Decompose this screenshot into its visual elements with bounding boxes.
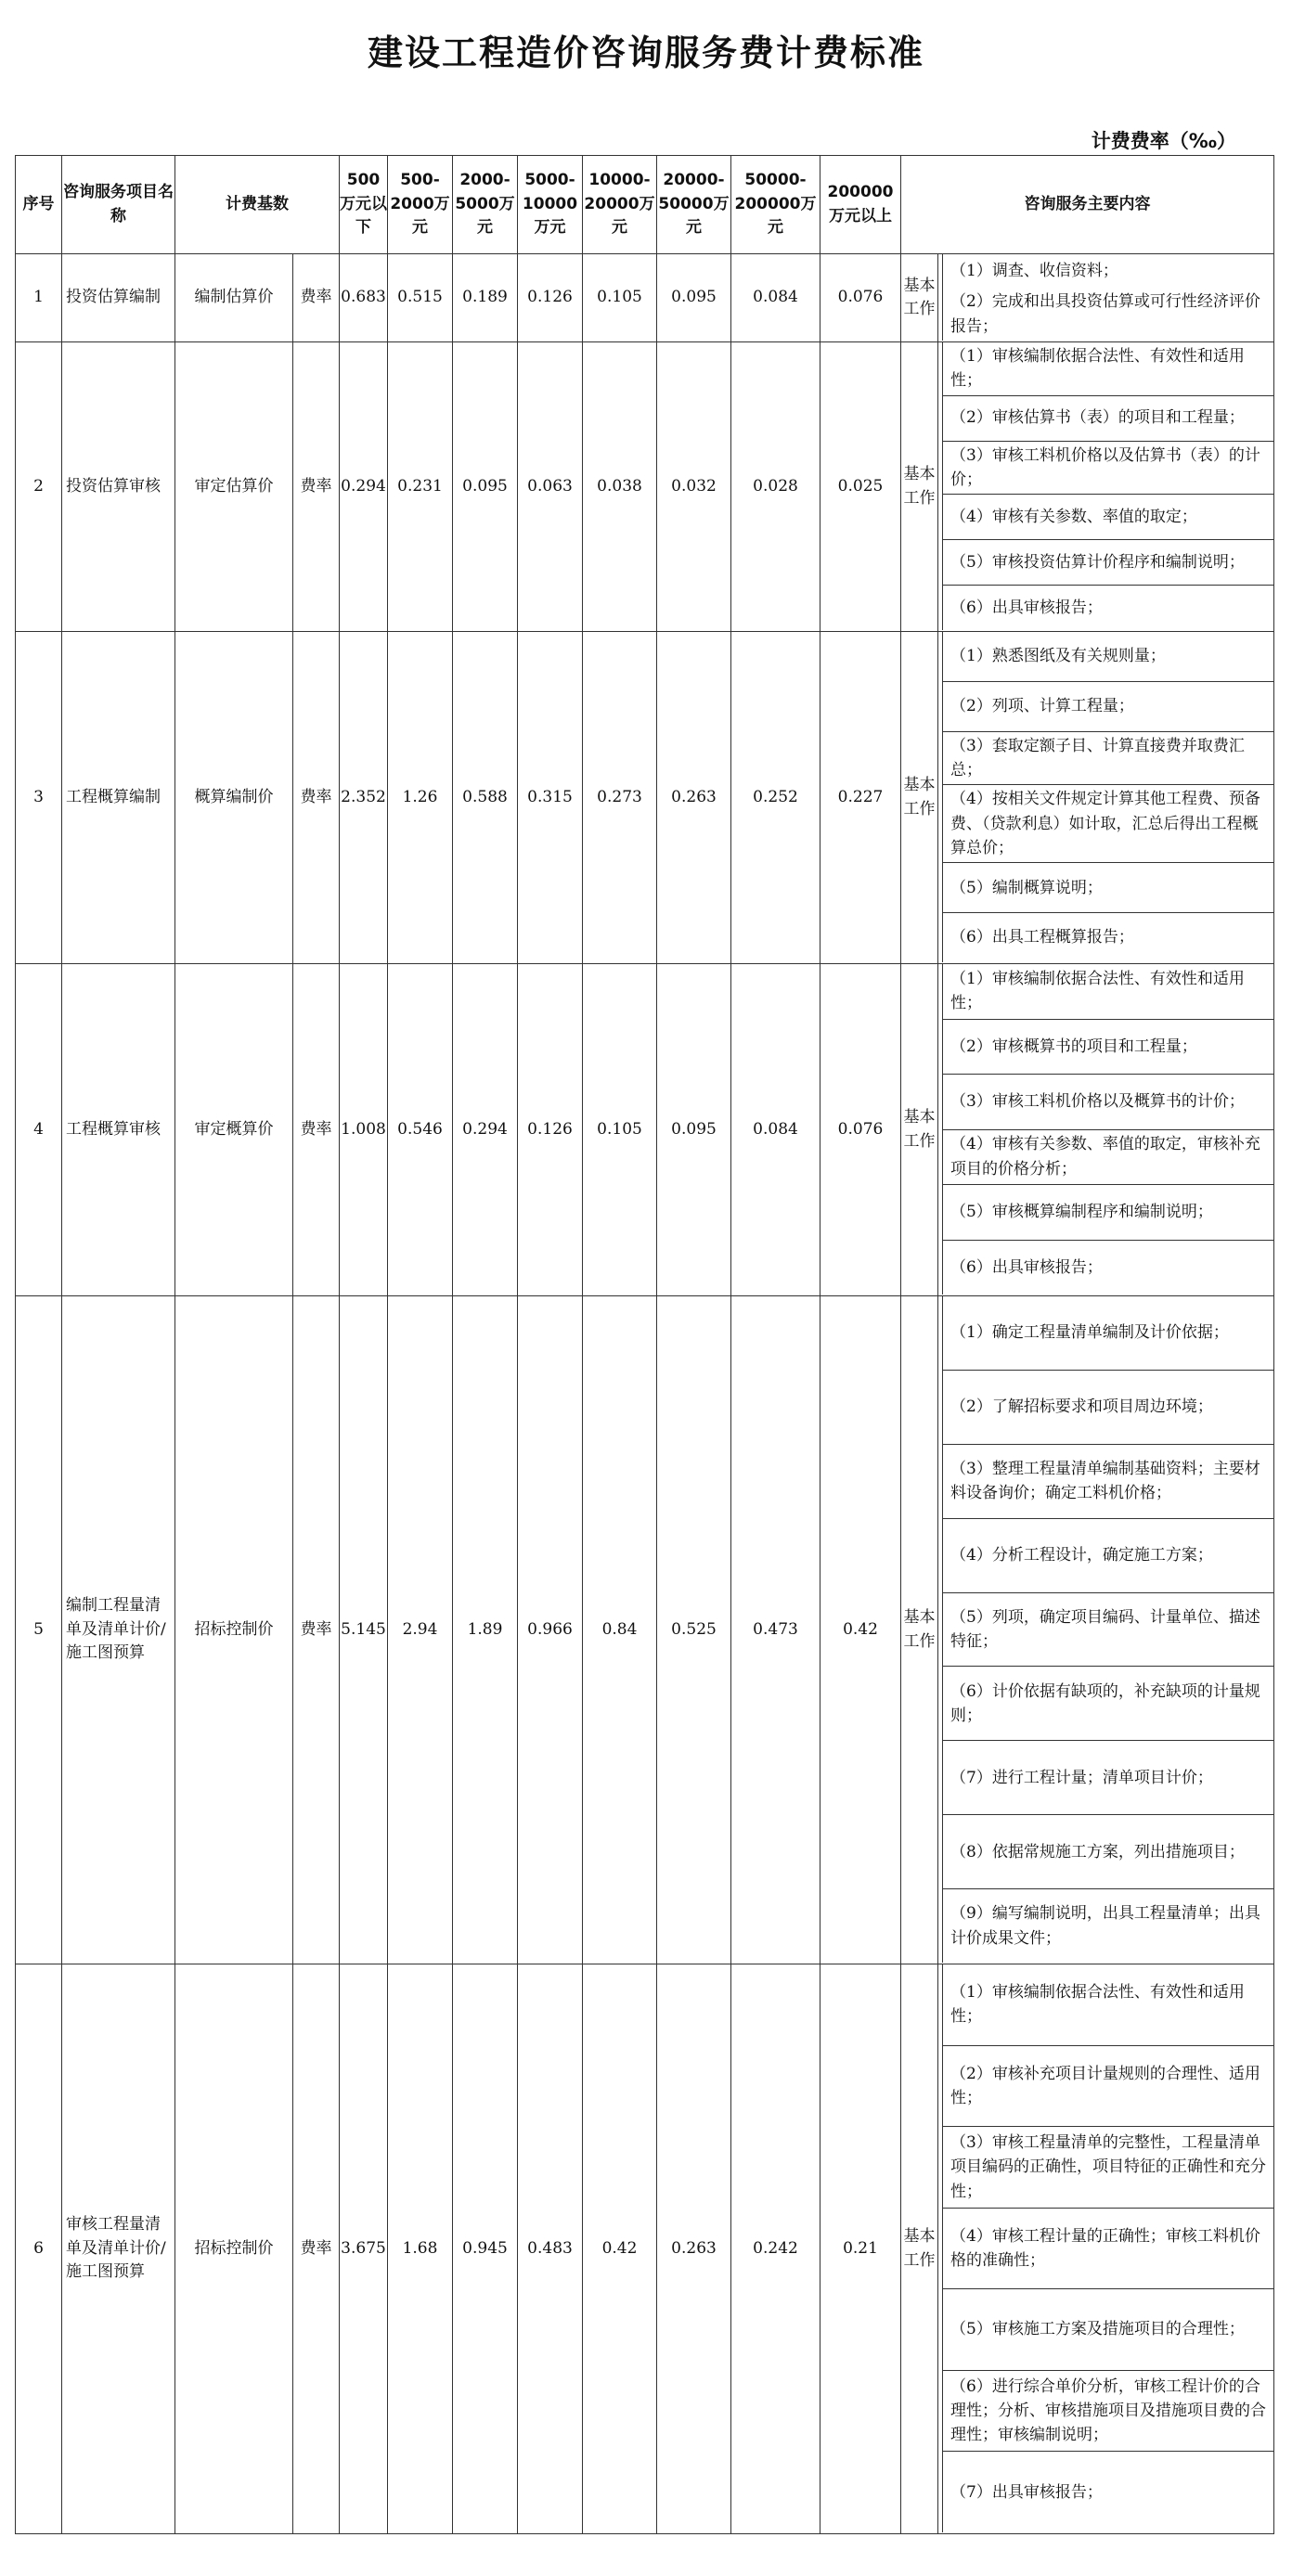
table-row bbox=[16, 632, 1274, 964]
table-row bbox=[16, 342, 1274, 632]
rate-value: 1.89 bbox=[453, 1296, 518, 1964]
page-title: 建设工程造价咨询服务费计费标准 bbox=[367, 32, 924, 73]
rate-value: 0.252 bbox=[731, 632, 820, 964]
row-basis: 概算编制价 bbox=[175, 632, 293, 964]
content-item: （5）审核概算编制程序和编制说明； bbox=[943, 1185, 1273, 1241]
rate-value: 0.242 bbox=[731, 1964, 820, 2534]
content-item: （2）列项、计算工程量； bbox=[943, 682, 1273, 732]
row-work-label: 基本工作 bbox=[901, 1964, 938, 2534]
content-item: （7）进行工程计量；清单项目计价； bbox=[943, 1741, 1273, 1815]
row-content bbox=[938, 1296, 1274, 1964]
content-item: （2）审核概算书的项目和工程量； bbox=[943, 1020, 1273, 1075]
content-item: （1）熟悉图纸及有关规则量； bbox=[943, 632, 1273, 682]
table-row bbox=[16, 1964, 1274, 2534]
rate-value: 0.028 bbox=[731, 342, 820, 632]
header-range: 5000-10000万元 bbox=[518, 156, 583, 254]
content-item: （1）审核编制依据合法性、有效性和适用性； bbox=[943, 964, 1273, 1020]
row-item-name: 工程概算审核 bbox=[62, 964, 175, 1296]
row-content bbox=[938, 964, 1274, 1296]
row-basis: 招标控制价 bbox=[175, 1964, 293, 2534]
content-list bbox=[942, 1296, 1273, 1963]
rate-value: 1.68 bbox=[388, 1964, 453, 2534]
rate-value: 0.076 bbox=[820, 964, 901, 1296]
header-range: 50000-200000万元 bbox=[731, 156, 820, 254]
rate-value: 0.126 bbox=[518, 964, 583, 1296]
rate-value: 0.189 bbox=[453, 254, 518, 342]
rate-value: 5.145 bbox=[340, 1296, 388, 1964]
rate-value: 0.966 bbox=[518, 1296, 583, 1964]
row-work-label: 基本工作 bbox=[901, 342, 938, 632]
row-basis: 审定估算价 bbox=[175, 342, 293, 632]
rate-value: 0.294 bbox=[453, 964, 518, 1296]
row-item-name: 审核工程量清单及清单计价/施工图预算 bbox=[62, 1964, 175, 2534]
content-item: （6）出具工程概算报告； bbox=[950, 928, 1134, 947]
row-item-name: 投资估算审核 bbox=[62, 342, 175, 632]
header-seq: 序号 bbox=[16, 156, 62, 254]
rate-value: 0.525 bbox=[657, 1296, 731, 1964]
row-seq: 2 bbox=[16, 342, 62, 632]
rate-value: 0.227 bbox=[820, 632, 901, 964]
rate-value: 0.273 bbox=[583, 632, 657, 964]
content-item: （1）调查、收信资料； bbox=[950, 261, 1118, 280]
header-basis: 计费基数 bbox=[175, 156, 340, 254]
rate-value: 0.42 bbox=[583, 1964, 657, 2534]
header-range: 500-2000万元 bbox=[388, 156, 453, 254]
rate-value: 0.683 bbox=[340, 254, 388, 342]
rate-value: 0.095 bbox=[657, 964, 731, 1296]
content-item: （3）审核工料机价格以及估算书（表）的计价； bbox=[943, 442, 1273, 496]
unit-note: 计费费率（‰） bbox=[1091, 130, 1236, 152]
rate-value: 1.26 bbox=[388, 632, 453, 964]
content-item: （9）编写编制说明，出具工程量清单；出具计价成果文件； bbox=[950, 1904, 1260, 1948]
rate-value: 0.315 bbox=[518, 632, 583, 964]
rate-value: 0.945 bbox=[453, 1964, 518, 2534]
table-row bbox=[16, 964, 1274, 1296]
rate-value: 0.84 bbox=[583, 1296, 657, 1964]
rate-value: 0.105 bbox=[583, 964, 657, 1296]
content-item: （4）分析工程设计，确定施工方案； bbox=[943, 1519, 1273, 1593]
rate-value: 0.588 bbox=[453, 632, 518, 964]
header-item: 咨询服务项目名称 bbox=[62, 156, 175, 254]
header-range: 2000-5000万元 bbox=[453, 156, 518, 254]
row-work-label: 基本工作 bbox=[901, 1296, 938, 1964]
rate-value: 0.231 bbox=[388, 342, 453, 632]
row-seq: 4 bbox=[16, 964, 62, 1296]
fee-table bbox=[15, 155, 1274, 2534]
row-work-label: 基本工作 bbox=[901, 632, 938, 964]
content-item: （6）进行综合单价分析，审核工程计价的合理性；分析、审核措施项目及措施项目费的合理性；审核编制说明； bbox=[943, 2371, 1273, 2453]
content-item: （7）出具审核报告； bbox=[950, 2482, 1103, 2502]
header-content: 咨询服务主要内容 bbox=[901, 156, 1274, 254]
table-row bbox=[16, 1296, 1274, 1964]
row-rate-label: 费率 bbox=[293, 632, 340, 964]
rate-value: 0.095 bbox=[657, 254, 731, 342]
rate-value: 0.038 bbox=[583, 342, 657, 632]
header-row bbox=[16, 156, 1274, 254]
rate-value: 2.352 bbox=[340, 632, 388, 964]
content-list bbox=[942, 964, 1273, 1294]
rate-value: 0.076 bbox=[820, 254, 901, 342]
header-range: 500万元以下 bbox=[340, 156, 388, 254]
content-item: （3）套取定额子目、计算直接费并取费汇总； bbox=[943, 732, 1273, 786]
rate-value: 2.94 bbox=[388, 1296, 453, 1964]
content-item: （2）审核估算书（表）的项目和工程量； bbox=[943, 396, 1273, 442]
content-item: （6）出具审核报告； bbox=[950, 1257, 1103, 1277]
row-seq: 1 bbox=[16, 254, 62, 342]
content-item: （4）审核有关参数、率值的取定，审核补充项目的价格分析； bbox=[943, 1130, 1273, 1186]
content-item: （5）编制概算说明； bbox=[943, 863, 1273, 913]
rate-value: 0.105 bbox=[583, 254, 657, 342]
rate-value: 0.546 bbox=[388, 964, 453, 1296]
content-item: （4）审核有关参数、率值的取定； bbox=[943, 495, 1273, 540]
rate-value: 3.675 bbox=[340, 1964, 388, 2534]
content-item: （1）审核编制依据合法性、有效性和适用性； bbox=[943, 1964, 1273, 2046]
rate-value: 0.084 bbox=[731, 964, 820, 1296]
row-item-name: 投资估算编制 bbox=[62, 254, 175, 342]
content-item: （2）了解招标要求和项目周边环境； bbox=[943, 1371, 1273, 1445]
content-item: （5）列项，确定项目编码、计量单位、描述特征； bbox=[943, 1593, 1273, 1668]
header-range: 20000-50000万元 bbox=[657, 156, 731, 254]
header-range: 10000-20000万元 bbox=[583, 156, 657, 254]
content-list bbox=[942, 1964, 1273, 2532]
row-basis: 编制估算价 bbox=[175, 254, 293, 342]
rate-value: 0.21 bbox=[820, 1964, 901, 2534]
rate-value: 0.473 bbox=[731, 1296, 820, 1964]
content-item: （6）出具审核报告； bbox=[950, 598, 1103, 617]
header-range: 200000万元以上 bbox=[820, 156, 901, 254]
content-item: （1）确定工程量清单编制及计价依据； bbox=[943, 1296, 1273, 1371]
rate-value: 0.263 bbox=[657, 632, 731, 964]
rate-value: 0.483 bbox=[518, 1964, 583, 2534]
table-row bbox=[16, 254, 1274, 342]
content-item: （2）审核补充项目计量规则的合理性、适用性； bbox=[943, 2046, 1273, 2128]
rate-value: 0.025 bbox=[820, 342, 901, 632]
content-item: （8）依据常规施工方案，列出措施项目； bbox=[943, 1815, 1273, 1889]
row-rate-label: 费率 bbox=[293, 964, 340, 1296]
row-item-name: 工程概算编制 bbox=[62, 632, 175, 964]
row-content bbox=[938, 254, 1274, 342]
content-item: （4）按相关文件规定计算其他工程费、预备费、（贷款利息）如计取，汇总后得出工程概算总价； bbox=[943, 785, 1273, 863]
row-item-name: 编制工程量清单及清单计价/施工图预算 bbox=[62, 1296, 175, 1964]
content-item: （2）完成和出具投资估算或可行性经济评价报告； bbox=[950, 292, 1260, 336]
row-content bbox=[938, 632, 1274, 964]
content-list bbox=[942, 342, 1273, 630]
row-basis: 招标控制价 bbox=[175, 1296, 293, 1964]
content-item: （6）计价依据有缺项的，补充缺项的计量规则； bbox=[943, 1667, 1273, 1741]
content-item: （3）审核工料机价格以及概算书的计价； bbox=[943, 1075, 1273, 1130]
row-rate-label: 费率 bbox=[293, 1296, 340, 1964]
rate-value: 0.063 bbox=[518, 342, 583, 632]
rate-value: 1.008 bbox=[340, 964, 388, 1296]
content-list bbox=[942, 632, 1273, 962]
content-item: （1）审核编制依据合法性、有效性和适用性； bbox=[943, 342, 1273, 396]
row-seq: 3 bbox=[16, 632, 62, 964]
row-work-label: 基本工作 bbox=[901, 964, 938, 1296]
content-item: （3）整理工程量清单编制基础资料；主要材料设备询价；确定工料机价格； bbox=[943, 1445, 1273, 1519]
row-content bbox=[938, 1964, 1274, 2534]
content-item: （5）审核施工方案及措施项目的合理性； bbox=[943, 2289, 1273, 2371]
content-list bbox=[942, 254, 1273, 341]
content-item: （3）审核工程量清单的完整性，工程量清单项目编码的正确性，项目特征的正确性和充分性； bbox=[943, 2127, 1273, 2209]
content-item: （5）审核投资估算计价程序和编制说明； bbox=[943, 540, 1273, 586]
row-rate-label: 费率 bbox=[293, 254, 340, 342]
row-seq: 5 bbox=[16, 1296, 62, 1964]
row-rate-label: 费率 bbox=[293, 342, 340, 632]
rate-value: 0.126 bbox=[518, 254, 583, 342]
rate-value: 0.263 bbox=[657, 1964, 731, 2534]
row-rate-label: 费率 bbox=[293, 1964, 340, 2534]
rate-value: 0.095 bbox=[453, 342, 518, 632]
rate-value: 0.294 bbox=[340, 342, 388, 632]
rate-value: 0.032 bbox=[657, 342, 731, 632]
row-basis: 审定概算价 bbox=[175, 964, 293, 1296]
row-work-label: 基本工作 bbox=[901, 254, 938, 342]
rate-value: 0.42 bbox=[820, 1296, 901, 1964]
row-seq: 6 bbox=[16, 1964, 62, 2534]
rate-value: 0.084 bbox=[731, 254, 820, 342]
content-item: （4）审核工程计量的正确性；审核工料机价格的准确性； bbox=[943, 2209, 1273, 2290]
rate-value: 0.515 bbox=[388, 254, 453, 342]
row-content bbox=[938, 342, 1274, 632]
